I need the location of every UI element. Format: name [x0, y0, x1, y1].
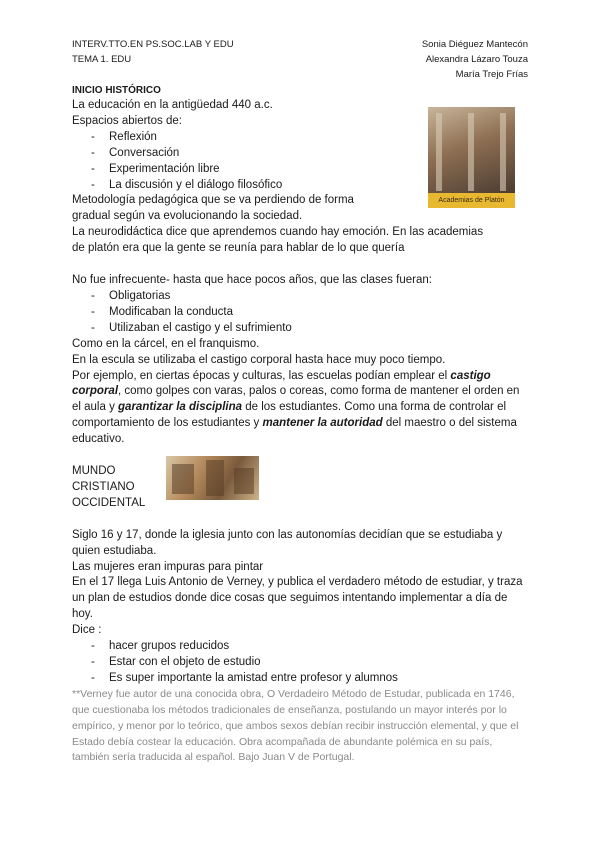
infrequent-label: No fue infrecuente- hasta que hace pocos años, que las clases fueran: — [72, 274, 432, 287]
list-item: - Experimentación libre — [72, 162, 528, 178]
jail-line: Como en la cárcel, en el franquismo. — [72, 337, 260, 350]
header-authors — [422, 37, 528, 82]
list-item: - Es super importante la amistad entre profesor y alumnos — [72, 671, 528, 687]
header-left — [72, 37, 234, 67]
intro-line: La educación en la antigüedad 440 a.c. — [72, 99, 273, 111]
dice-list — [72, 639, 528, 687]
classes-list — [72, 289, 528, 337]
spaces-label: Espacios abiertos de: — [72, 114, 182, 127]
topic-title: TEMA 1. EDU — [72, 54, 132, 65]
list-item: - Reflexión — [72, 130, 528, 146]
neuro-line: La neurodidáctica dice que aprendemos cuando hay emoción. En las academias — [72, 226, 484, 239]
list-item: - Utilizaban el castigo y el sufrimiento — [72, 321, 528, 337]
verney-paragraph: En el 17 llega Luis Antonio de Verney, y publica el verdadero método de estudiar, y traza un plan de estudios donde dice cosas que seguimos intentando implementar a día de hoy. — [72, 576, 523, 621]
school-line: En la escula se utilizaba el castigo corporal hasta hace muy poco tiempo. — [72, 353, 446, 366]
siglo-paragraph: Siglo 16 y 17, donde la iglesia junto con las autonomías decidían que se estudiaba y quien estudiaba. — [72, 528, 503, 557]
list-item: - Obligatorias — [72, 289, 528, 305]
list-item: - Conversación — [72, 146, 528, 162]
spaces-list — [72, 130, 528, 194]
emphasis-disciplina: garantizar la disciplina — [118, 401, 243, 414]
image-caption: Academias de Platón — [428, 193, 515, 208]
author-name: María Trejo Frías — [455, 69, 528, 80]
dice-label: Dice : — [72, 624, 102, 637]
course-title: INTERV.TTO.EN PS.SOC.LAB Y EDU — [72, 39, 234, 50]
neuro-line: de platón era que la gente se reunía para hablar de lo que quería — [72, 242, 405, 255]
method-line: gradual según va evolucionando la sociedad. — [72, 210, 303, 223]
punishment-paragraph: Por ejemplo, en ciertas épocas y culturas, las escuelas podían emplear el castigo corporal, como golpes con varas, palos o coreas, como forma de mantener el orden en el aula y garantizar la disciplina de los estudiantes. Como una forma de controlar el comportamiento de los estudiantes y mantener la autoridad del maestro o del sistema educativo. — [72, 369, 520, 446]
section-title: INICIO HISTÓRICO — [72, 85, 161, 96]
list-item: - Estar con el objeto de estudio — [72, 655, 528, 671]
document-body — [72, 83, 528, 766]
list-item: - La discusión y el diálogo filosófico — [72, 178, 528, 194]
list-item: - Modificaban la conducta — [72, 305, 528, 321]
emphasis-autoridad: mantener la autoridad — [262, 417, 383, 430]
method-line: Metodología pedagógica que se va perdiendo de forma — [72, 194, 354, 207]
list-item: - hacer grupos reducidos — [72, 639, 528, 655]
verney-footnote: **Verney fue autor de una conocida obra, O Verdadeiro Método de Estudar, publicada en 1746, que cuestionaba los métodos tradicionales de enseñanza, postulando un mayor interés por lo empírico, y menor por lo teórico, que ambos sexos debían recibir instrucción elemental, y que el Estado debía costear la educación. Obra acompañada de abundante polémica en su país, también sería traducida al español. Bajo Juan V de Portugal. — [72, 687, 519, 764]
emphasis-castigo: castigo corporal — [72, 369, 491, 398]
author-name: Sonia Diéguez Mantecón — [421, 39, 528, 50]
mujeres-line: Las mujeres eran impuras para pintar — [72, 560, 264, 573]
author-name: Alexandra Lázaro Touza — [425, 54, 528, 65]
mundo-cristiano-heading: MUNDO CRISTIANO OCCIDENTAL — [72, 465, 146, 509]
